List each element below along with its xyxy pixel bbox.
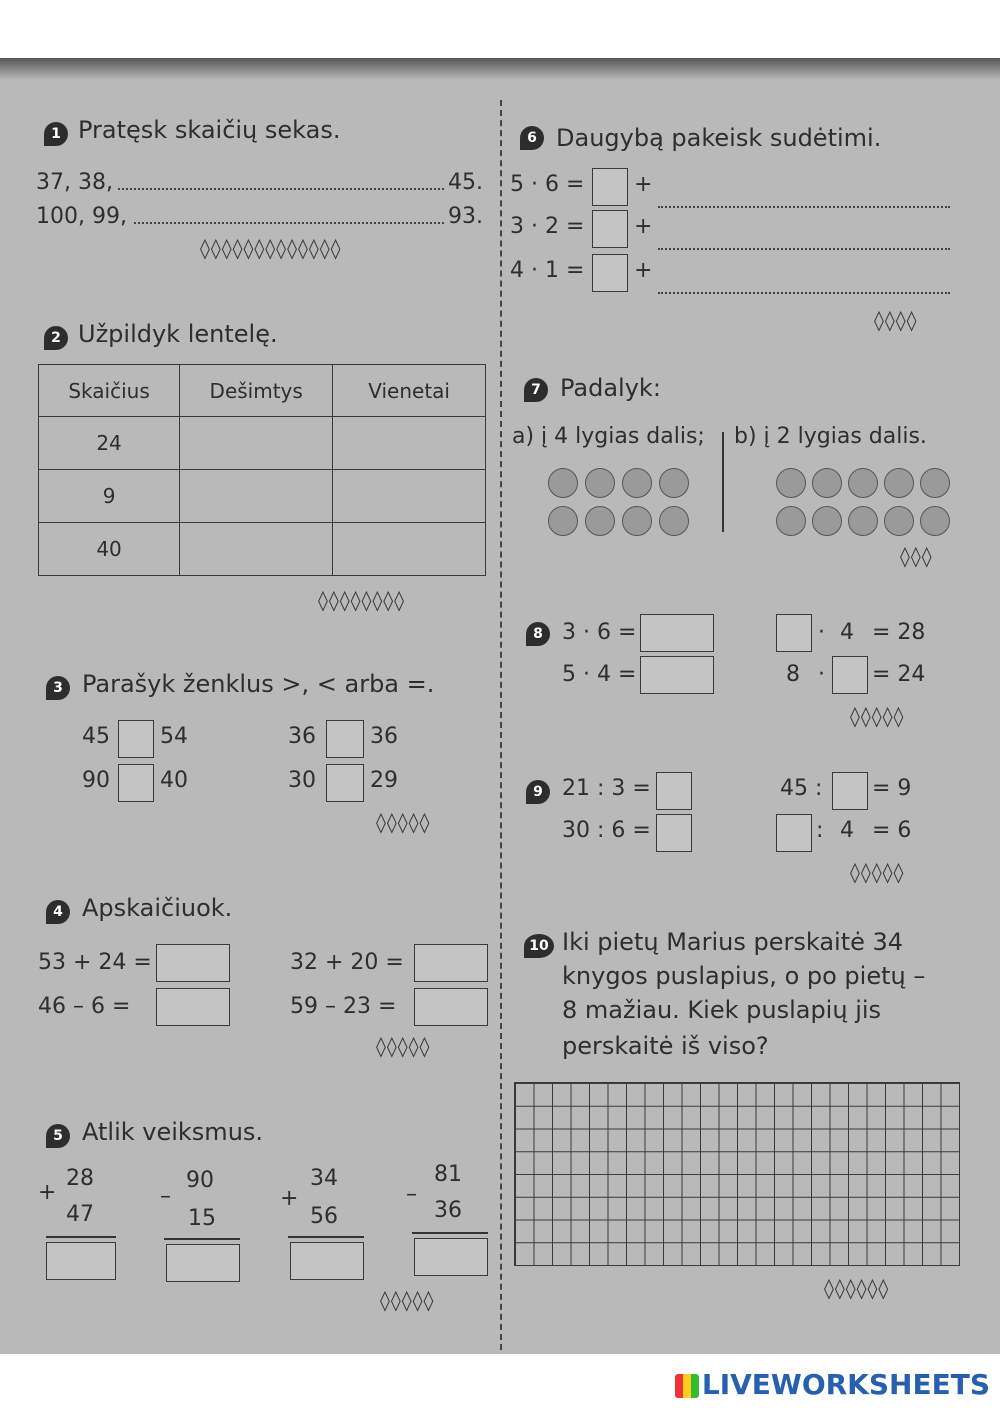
task-number-6: 6 — [520, 126, 544, 150]
addend-box[interactable] — [592, 210, 628, 248]
row-number: 24 — [39, 417, 180, 470]
expr: 53 + 24 = — [38, 950, 152, 975]
sign-box[interactable] — [326, 764, 364, 802]
score-leaves-4: ◊◊◊◊◊ — [376, 1034, 431, 1058]
task-7-title: Padalyk: — [560, 374, 661, 402]
sign-box[interactable] — [326, 720, 364, 758]
column-b: 15 — [188, 1206, 216, 1231]
dot-sign: · — [818, 620, 825, 645]
column-answer-box[interactable] — [290, 1242, 364, 1280]
div-expr: 21 : 3 = — [562, 776, 651, 801]
part-a-label: a) į 4 lygias dalis; — [512, 424, 705, 449]
task-number-7: 7 — [524, 378, 548, 402]
score-leaves-7: ◊◊◊ — [900, 544, 933, 568]
header-vienetai: Vienetai — [333, 365, 486, 417]
units-cell[interactable] — [333, 417, 486, 470]
score-leaves-6: ◊◊◊◊ — [874, 308, 918, 332]
seq1-answer-line[interactable] — [118, 188, 444, 190]
circle[interactable] — [920, 506, 950, 536]
score-leaves-9: ◊◊◊◊◊ — [850, 860, 905, 884]
logo-text: LIVEWORKSHEETS — [701, 1368, 990, 1401]
circle[interactable] — [622, 468, 652, 498]
compare-left: 36 — [288, 724, 316, 749]
score-leaves-8: ◊◊◊◊◊ — [850, 704, 905, 728]
circle[interactable] — [659, 468, 689, 498]
circle[interactable] — [812, 506, 842, 536]
expr: 46 – 6 = — [38, 994, 131, 1019]
compare-left: 90 — [82, 768, 110, 793]
answer-box[interactable] — [640, 614, 714, 652]
place-value-table — [38, 364, 486, 576]
column-a: 90 — [186, 1168, 214, 1193]
sum-line — [288, 1236, 364, 1238]
colon-sign: : — [816, 818, 824, 843]
compare-left: 30 — [288, 768, 316, 793]
task-number-8: 8 — [526, 622, 550, 646]
score-leaves-2: ◊◊◊◊◊◊◊◊ — [318, 588, 406, 612]
seq1-end: 45. — [448, 170, 483, 195]
column-b: 47 — [66, 1202, 94, 1227]
task-number-5: 5 — [46, 1124, 70, 1148]
part-b-label: b) į 2 lygias dalis. — [734, 424, 927, 449]
product: = 28 — [872, 620, 926, 645]
addition-line[interactable] — [658, 248, 950, 250]
expr: 59 – 23 = — [290, 994, 397, 1019]
task-5-title: Atlik veiksmus. — [82, 1118, 264, 1146]
addition-line[interactable] — [658, 206, 950, 208]
sum-line — [412, 1232, 488, 1234]
sum-line — [46, 1236, 116, 1238]
dot-sign: · — [818, 662, 825, 687]
column-divider — [500, 100, 502, 1350]
units-cell[interactable] — [333, 470, 486, 523]
compare-left: 45 — [82, 724, 110, 749]
sum-line — [164, 1238, 240, 1240]
problem-line: perskaitė iš viso? — [562, 1032, 769, 1060]
column-op: + — [280, 1186, 299, 1211]
mult-expr: 5 · 4 = — [562, 662, 637, 687]
sign-box[interactable] — [118, 720, 154, 758]
circle[interactable] — [585, 468, 615, 498]
plus-sign: + — [634, 214, 653, 239]
circle[interactable] — [920, 468, 950, 498]
units-cell[interactable] — [333, 523, 486, 576]
header-desimtys: Dešimtys — [180, 365, 333, 417]
seq2-answer-line[interactable] — [134, 222, 444, 224]
problem-line: knygos puslapius, o po pietų – — [562, 962, 926, 990]
compare-right: 36 — [370, 724, 398, 749]
sign-box[interactable] — [118, 764, 154, 802]
quotient: = 9 — [872, 776, 912, 801]
task-3-title: Parašyk ženklus >, < arba =. — [82, 670, 435, 698]
divisor-box[interactable] — [832, 772, 868, 810]
top-margin — [0, 0, 1000, 60]
task-4-title: Apskaičiuok. — [82, 894, 233, 922]
answer-box[interactable] — [656, 814, 692, 852]
circle[interactable] — [548, 468, 578, 498]
dividend-box[interactable] — [776, 814, 812, 852]
page-edge-shadow — [0, 58, 1000, 80]
score-leaves-5: ◊◊◊◊◊ — [380, 1288, 435, 1312]
column-a: 81 — [434, 1162, 462, 1187]
answer-box[interactable] — [414, 944, 488, 982]
factor: 4 — [840, 620, 854, 645]
circle[interactable] — [776, 468, 806, 498]
liveworksheets-logo-icon — [675, 1374, 699, 1398]
circle[interactable] — [848, 506, 878, 536]
column-a: 34 — [310, 1166, 338, 1191]
plus-sign: + — [634, 258, 653, 283]
circle[interactable] — [622, 506, 652, 536]
factor-box[interactable] — [776, 614, 812, 652]
mult-expr: 4 · 1 = — [510, 258, 585, 283]
row-number: 9 — [39, 470, 180, 523]
problem-line: 8 mažiau. Kiek puslapių jis — [562, 996, 882, 1024]
seq1-start: 37, 38, — [36, 170, 113, 195]
mult-expr: 3 · 6 = — [562, 620, 637, 645]
column-answer-box[interactable] — [166, 1244, 240, 1282]
column-answer-box[interactable] — [414, 1238, 488, 1276]
column-op: – — [160, 1184, 171, 1209]
tens-cell[interactable] — [180, 523, 333, 576]
seq2-start: 100, 99, — [36, 204, 127, 229]
circle[interactable] — [884, 506, 914, 536]
answer-box[interactable] — [656, 772, 692, 810]
addend-box[interactable] — [592, 168, 628, 206]
solution-grid[interactable] — [514, 1082, 960, 1266]
task-number-4: 4 — [46, 900, 70, 924]
mult-expr: 5 · 6 = — [510, 172, 585, 197]
circle[interactable] — [848, 468, 878, 498]
circle[interactable] — [812, 468, 842, 498]
seq2-end: 93. — [448, 204, 483, 229]
task-number-9: 9 — [526, 780, 550, 804]
circle[interactable] — [585, 506, 615, 536]
circle[interactable] — [659, 506, 689, 536]
mult-expr: 3 · 2 = — [510, 214, 585, 239]
tens-cell[interactable] — [180, 417, 333, 470]
task-number-3: 3 — [46, 676, 70, 700]
score-leaves-3: ◊◊◊◊◊ — [376, 810, 431, 834]
dividend: 45 : — [780, 776, 823, 801]
part-divider — [722, 432, 724, 532]
plus-sign: + — [634, 172, 653, 197]
task-number-1: 1 — [44, 122, 68, 146]
row-number: 40 — [39, 523, 180, 576]
factor: 8 — [786, 662, 800, 687]
compare-right: 40 — [160, 768, 188, 793]
task-2-title: Užpildyk lentelę. — [78, 320, 278, 348]
answer-box[interactable] — [156, 988, 230, 1026]
task-number-2: 2 — [44, 326, 68, 350]
column-a: 28 — [66, 1166, 94, 1191]
circle[interactable] — [884, 468, 914, 498]
circle[interactable] — [776, 506, 806, 536]
task-number-10: 10 — [524, 934, 554, 958]
answer-box[interactable] — [156, 944, 230, 982]
column-op: – — [406, 1182, 417, 1207]
task-1-title: Pratęsk skaičių sekas. — [78, 116, 341, 144]
tens-cell[interactable] — [180, 470, 333, 523]
compare-right: 54 — [160, 724, 188, 749]
column-answer-box[interactable] — [46, 1242, 116, 1280]
header-skaicius: Skaičius — [39, 365, 180, 417]
problem-line: Iki pietų Marius perskaitė 34 — [562, 928, 904, 956]
product: = 24 — [872, 662, 926, 687]
compare-right: 29 — [370, 768, 398, 793]
score-leaves-10: ◊◊◊◊◊◊ — [824, 1276, 890, 1300]
addend-box[interactable] — [592, 254, 628, 292]
divisor: 4 — [840, 818, 854, 843]
task-6-title: Daugybą pakeisk sudėtimi. — [556, 124, 882, 152]
column-b: 36 — [434, 1198, 462, 1223]
answer-box[interactable] — [414, 988, 488, 1026]
quotient: = 6 — [872, 818, 912, 843]
liveworksheets-logo[interactable] — [675, 1368, 990, 1401]
column-op: + — [38, 1180, 57, 1205]
addition-line[interactable] — [658, 292, 950, 294]
score-leaves-1: ◊◊◊◊◊◊◊◊◊◊◊◊◊ — [200, 236, 342, 260]
div-expr: 30 : 6 = — [562, 818, 651, 843]
circle[interactable] — [548, 506, 578, 536]
answer-box[interactable] — [640, 656, 714, 694]
column-b: 56 — [310, 1204, 338, 1229]
factor-box[interactable] — [832, 656, 868, 694]
expr: 32 + 20 = — [290, 950, 404, 975]
